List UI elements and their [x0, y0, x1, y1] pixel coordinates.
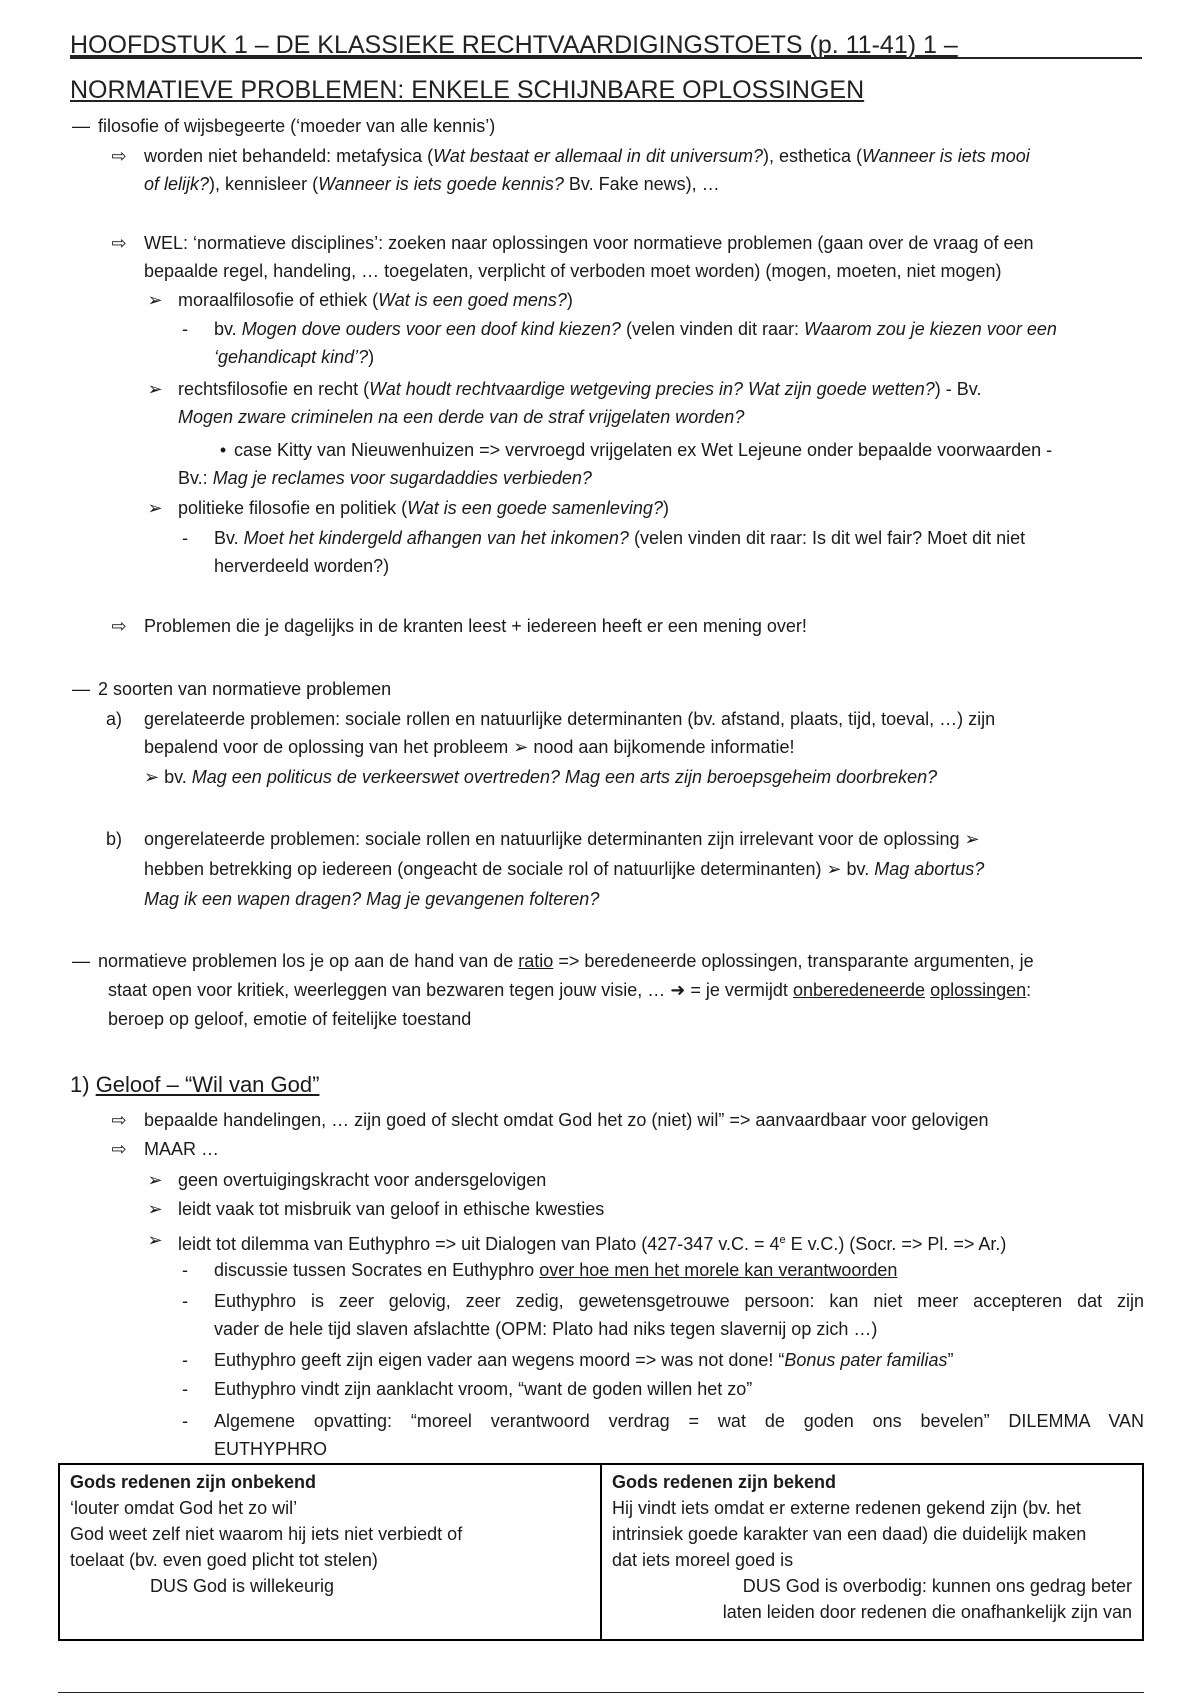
table-text: laten leiden door redenen die onafhankelijk zijn van	[722, 1602, 1132, 1622]
dash-bullet-icon: —	[72, 951, 90, 971]
hyphen-bullet-icon: -	[182, 1260, 188, 1280]
table-text: God weet zelf niet waarom hij iets niet verbiedt of	[70, 1524, 463, 1544]
item-ongerelateerd: ongerelateerde problemen: sociale rollen en natuurlijke determinanten zijn irrelevant voor de oplossing ➢	[144, 829, 980, 849]
dilemma-table	[58, 1463, 1144, 1641]
example-kindergeld-cont: herverdeeld worden?)	[214, 556, 390, 576]
table-header-onbekend: Gods redenen zijn onbekend	[70, 1472, 317, 1492]
title-rule	[70, 57, 1142, 59]
item-politieke-filosofie: politieke filosofie en politiek (Wat is een goede samenleving?)	[178, 498, 669, 518]
item-overtuigingskracht: geen overtuigingskracht voor andersgelovigen	[178, 1170, 547, 1190]
table-text: ‘louter omdat God het zo wil’	[70, 1498, 298, 1518]
item-wel-normatief-cont: bepaalde regel, handeling, … toegelaten, verplicht of verboden moet worden) (mogen, moeten, niet mogen)	[144, 261, 1002, 281]
section-filosofie: filosofie of wijsbegeerte (‘moeder van alle kennis’)	[98, 116, 496, 136]
section-geloof-heading: 1) Geloof – “Wil van God”	[70, 1072, 320, 1097]
example-wapen: Mag ik een wapen dragen? Mag je gevangenen folteren?	[144, 889, 600, 909]
item-niet-behandeld: worden niet behandeld: metafysica (Wat bestaat er allemaal in dit universum?), esthetica (Wanneer is iets mooi	[144, 146, 1030, 166]
item-misbruik: leidt vaak tot misbruik van geloof in ethische kwesties	[178, 1199, 605, 1219]
table-text: dat iets moreel goed is	[612, 1550, 794, 1570]
table-text: intrinsiek goede karakter van een daad) die duidelijk maken	[612, 1524, 1087, 1544]
table-cell-onbekend	[59, 1464, 601, 1640]
item-kranten: Problemen die je dagelijks in de kranten leest + iedereen heeft er een mening over!	[144, 616, 807, 636]
detail-discussie: discussie tussen Socrates en Euthyphro over hoe men het morele kan verantwoorden	[214, 1260, 898, 1280]
footer-rule	[58, 1692, 1144, 1693]
dash-bullet-icon: —	[72, 116, 90, 136]
item-gerelateerd: gerelateerde problemen: sociale rollen en natuurlijke determinanten (bv. afstand, plaats, tijd, toeval, …) zijn	[144, 709, 996, 729]
item-ongerelateerd-cont: hebben betrekking op iedereen (ongeacht de sociale rol of natuurlijke determinanten) ➢ bv. Mag abortus?	[144, 859, 985, 879]
detail-algemene-opvatting-cont: EUTHYPHRO	[214, 1439, 328, 1459]
table-header-bekend: Gods redenen zijn bekend	[612, 1472, 837, 1492]
detail-aanklacht-vroom: Euthyphro vindt zijn aanklacht vroom, “want de goden willen het zo”	[214, 1379, 753, 1399]
section-2-soorten: 2 soorten van normatieve problemen	[98, 679, 392, 699]
item-dilemma-euthyphro: leidt tot dilemma van Euthyphro => uit Dialogen van Plato (427-347 v.C. = $4^e$ E v.C.) (Socr. => Pl. => Ar.)	[178, 1234, 1007, 1254]
item-maar: MAAR …	[144, 1139, 220, 1159]
triangle-bullet-icon: ➢	[147, 1170, 163, 1190]
table-cell-bekend	[601, 1464, 1143, 1640]
detail-algemene-opvatting: Algemene opvatting: “moreel verantwoord verdrag = wat de goden ons bevelen” DILEMMA VAN	[214, 1411, 1144, 1431]
table-text-conclusion: DUS God is overbodig: kunnen ons gedrag beter	[742, 1576, 1132, 1596]
example-dove-ouders-cont: ‘gehandicapt kind’?)	[214, 347, 375, 367]
item-rechtsfilosofie: rechtsfilosofie en recht (Wat houdt rechtvaardige wetgeving precies in? Wat zijn goede wetten?) - Bv.	[178, 379, 982, 399]
item-gerelateerd-cont: bepalend voor de oplossing van het probleem ➢ nood aan bijkomende informatie!	[144, 737, 795, 757]
hyphen-bullet-icon: -	[182, 1411, 188, 1431]
dot-bullet-icon: •	[219, 440, 227, 460]
example-dove-ouders: bv. Mogen dove ouders voor een doof kind kiezen? (velen vinden dit raar: Waarom zou je kiezen voor een	[214, 319, 1057, 339]
example-sugardaddies: Bv.: Mag je reclames voor sugardaddies verbieden?	[178, 468, 592, 488]
arrow-bullet-icon: ⇨	[111, 146, 127, 166]
table-text-conclusion: DUS God is willekeurig	[150, 1576, 335, 1596]
triangle-bullet-icon: ➢	[147, 1199, 163, 1219]
detail-gelovig: Euthyphro is zeer gelovig, zeer zedig, gewetensgetrouwe persoon: kan niet meer accepteren dat zijn	[214, 1291, 1144, 1311]
hyphen-bullet-icon: -	[182, 1379, 188, 1399]
example-kindergeld: Bv. Moet het kindergeld afhangen van het inkomen? (velen vinden dit raar: Is dit wel fair? Moet dit niet	[214, 528, 1026, 548]
triangle-bullet-icon: ➢	[147, 290, 163, 310]
detail-gelovig-cont: vader de hele tijd slaven afslachtte (OPM: Plato had niks tegen slavernij op zich …)	[214, 1319, 878, 1339]
section-ratio: normatieve problemen los je op aan de hand van de ratio => beredeneerde oplossingen, transparante argumenten, je	[98, 951, 1034, 971]
arrow-bullet-icon: ⇨	[111, 616, 127, 636]
triangle-bullet-icon: ➢	[147, 1230, 163, 1250]
hyphen-bullet-icon: -	[182, 1291, 188, 1311]
arrow-bullet-icon: ⇨	[111, 1110, 127, 1130]
dash-bullet-icon: —	[72, 679, 90, 699]
item-wel-normatief: WEL: ‘normatieve disciplines’: zoeken naar oplossingen voor normatieve problemen (gaan over de vraag of een	[144, 233, 1034, 253]
table-text: Hij vindt iets omdat er externe redenen gekend zijn (bv. het	[612, 1498, 1081, 1518]
page-title-line-1: HOOFDSTUK 1 – DE KLASSIEKE RECHTVAARDIGINGSTOETS (p. 11-41) 1 –	[70, 31, 958, 59]
item-goed-of-slecht: bepaalde handelingen, … zijn goed of slecht omdat God het zo (niet) wil” => aanvaardbaar voor gelovigen	[144, 1110, 989, 1130]
item-moraalfilosofie: moraalfilosofie of ethiek (Wat is een goed mens?)	[178, 290, 573, 310]
hyphen-bullet-icon: -	[182, 319, 188, 339]
label-b: b)	[106, 829, 123, 849]
section-ratio-cont-2: beroep op geloof, emotie of feitelijke toestand	[108, 1009, 472, 1029]
hyphen-bullet-icon: -	[182, 1350, 188, 1370]
triangle-bullet-icon: ➢	[147, 498, 163, 518]
example-politicus: ➢ bv. Mag een politicus de verkeerswet overtreden? Mag een arts zijn beroepsgeheim doorbreken?	[144, 767, 938, 787]
section-ratio-cont: staat open voor kritiek, weerleggen van bezwaren tegen jouw visie, … ➜ = je vermijdt onberedeneerde oplossingen:	[108, 980, 1032, 1000]
case-kitty: case Kitty van Nieuwenhuizen => vervroegd vrijgelaten ex Wet Lejeune onder bepaalde voorwaarden -	[234, 440, 1053, 460]
table-text: toelaat (bv. even goed plicht tot stelen)	[70, 1550, 378, 1570]
item-niet-behandeld-cont: of lelijk?), kennisleer (Wanneer is iets goede kennis? Bv. Fake news), …	[144, 174, 720, 194]
arrow-bullet-icon: ⇨	[111, 233, 127, 253]
hyphen-bullet-icon: -	[182, 528, 188, 548]
triangle-bullet-icon: ➢	[147, 379, 163, 399]
item-rechtsfilosofie-cont: Mogen zware criminelen na een derde van de straf vrijgelaten worden?	[178, 407, 745, 427]
arrow-bullet-icon: ⇨	[111, 1139, 127, 1159]
label-a: a)	[106, 709, 123, 729]
detail-vader-aangeven: Euthyphro geeft zijn eigen vader aan wegens moord => was not done! “Bonus pater familias”	[214, 1350, 954, 1370]
page-title-line-2: NORMATIEVE PROBLEMEN: ENKELE SCHIJNBARE OPLOSSINGEN	[70, 76, 865, 104]
